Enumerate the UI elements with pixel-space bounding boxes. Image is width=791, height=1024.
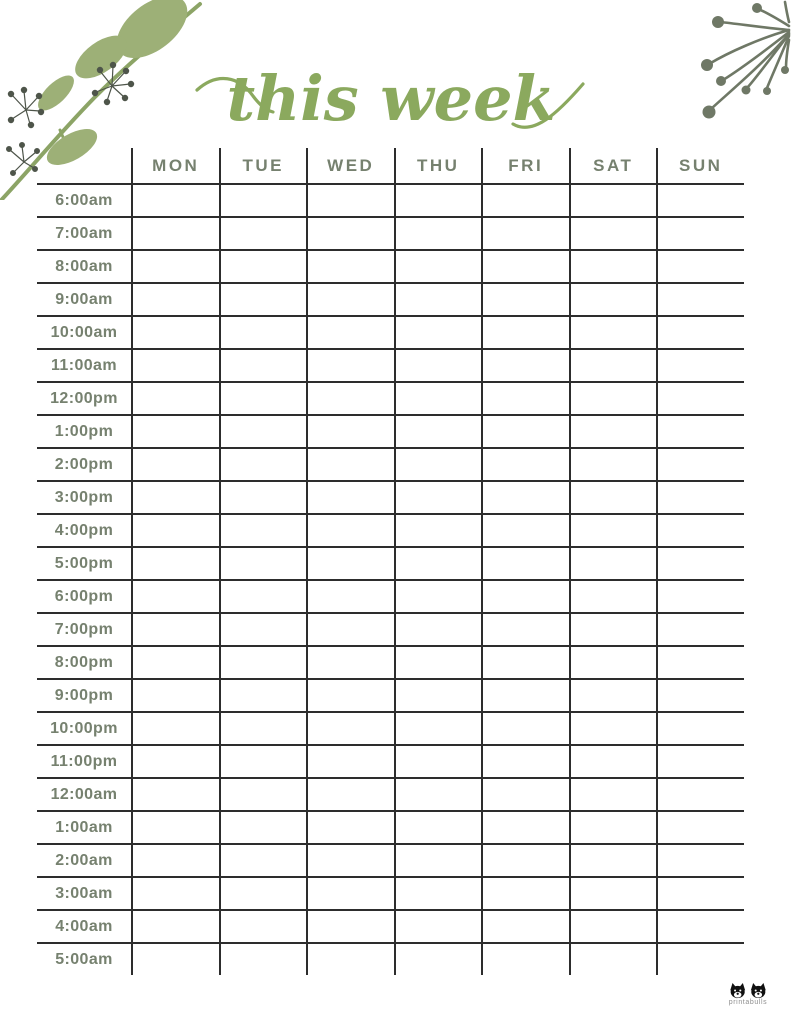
schedule-cell-thu-1200am[interactable]: [394, 777, 482, 810]
schedule-cell-mon-400am[interactable]: [131, 909, 219, 942]
time-label-900pm: 9:00pm: [37, 678, 131, 711]
schedule-cell-thu-600pm[interactable]: [394, 579, 482, 612]
schedule-cell-mon-900am[interactable]: [131, 282, 219, 315]
schedule-cell-sun-600am[interactable]: [656, 183, 744, 216]
schedule-cell-sun-600pm[interactable]: [656, 579, 744, 612]
schedule-cell-tue-400pm[interactable]: [219, 513, 307, 546]
schedule-cell-mon-900pm[interactable]: [131, 678, 219, 711]
schedule-cell-sun-900pm[interactable]: [656, 678, 744, 711]
schedule-cell-thu-300am[interactable]: [394, 876, 482, 909]
schedule-cell-tue-1000pm[interactable]: [219, 711, 307, 744]
schedule-cell-tue-400am[interactable]: [219, 909, 307, 942]
page-title: [195, 28, 587, 150]
schedule-cell-wed-900am[interactable]: [306, 282, 394, 315]
schedule-cell-thu-200pm[interactable]: [394, 447, 482, 480]
time-label-600pm: 6:00pm: [37, 579, 131, 612]
schedule-cell-mon-1100pm[interactable]: [131, 744, 219, 777]
schedule-cell-tue-600am[interactable]: [219, 183, 307, 216]
schedule-cell-tue-1100pm[interactable]: [219, 744, 307, 777]
bulldog-icon: [729, 983, 767, 998]
schedule-cell-thu-300pm[interactable]: [394, 480, 482, 513]
schedule-cell-mon-1000am[interactable]: [131, 315, 219, 348]
schedule-cell-fri-300am[interactable]: [481, 876, 569, 909]
schedule-cell-fri-700pm[interactable]: [481, 612, 569, 645]
schedule-cell-sun-1000am[interactable]: [656, 315, 744, 348]
schedule-cell-sat-400am[interactable]: [569, 909, 657, 942]
schedule-cell-sat-400pm[interactable]: [569, 513, 657, 546]
schedule-cell-wed-200pm[interactable]: [306, 447, 394, 480]
schedule-cell-fri-500am[interactable]: [481, 942, 569, 975]
schedule-cell-wed-1100pm[interactable]: [306, 744, 394, 777]
day-header-tue: TUE: [219, 148, 307, 183]
schedule-cell-mon-600am[interactable]: [131, 183, 219, 216]
schedule-cell-mon-700am[interactable]: [131, 216, 219, 249]
schedule-cell-thu-500pm[interactable]: [394, 546, 482, 579]
schedule-cell-tue-600pm[interactable]: [219, 579, 307, 612]
schedule-cell-thu-400pm[interactable]: [394, 513, 482, 546]
schedule-cell-sat-1200am[interactable]: [569, 777, 657, 810]
schedule-cell-thu-1200pm[interactable]: [394, 381, 482, 414]
schedule-cell-fri-900am[interactable]: [481, 282, 569, 315]
schedule-cell-mon-300am[interactable]: [131, 876, 219, 909]
schedule-cell-sat-1000pm[interactable]: [569, 711, 657, 744]
weekly-planner-grid: [37, 148, 744, 975]
schedule-cell-fri-100pm[interactable]: [481, 414, 569, 447]
schedule-cell-wed-100am[interactable]: [306, 810, 394, 843]
schedule-cell-fri-800pm[interactable]: [481, 645, 569, 678]
schedule-cell-mon-200pm[interactable]: [131, 447, 219, 480]
schedule-cell-mon-600pm[interactable]: [131, 579, 219, 612]
schedule-cell-wed-600am[interactable]: [306, 183, 394, 216]
schedule-cell-sun-700am[interactable]: [656, 216, 744, 249]
schedule-cell-fri-300pm[interactable]: [481, 480, 569, 513]
schedule-cell-thu-400am[interactable]: [394, 909, 482, 942]
schedule-cell-sat-500pm[interactable]: [569, 546, 657, 579]
schedule-cell-tue-1100am[interactable]: [219, 348, 307, 381]
schedule-cell-tue-800pm[interactable]: [219, 645, 307, 678]
schedule-cell-wed-800pm[interactable]: [306, 645, 394, 678]
schedule-cell-tue-200pm[interactable]: [219, 447, 307, 480]
schedule-cell-sun-200am[interactable]: [656, 843, 744, 876]
schedule-cell-tue-300am[interactable]: [219, 876, 307, 909]
berry-spray-decoration: [621, 0, 791, 150]
schedule-cell-fri-1200pm[interactable]: [481, 381, 569, 414]
time-label-1200am: 12:00am: [37, 777, 131, 810]
schedule-cell-fri-800am[interactable]: [481, 249, 569, 282]
schedule-cell-tue-900pm[interactable]: [219, 678, 307, 711]
schedule-cell-sat-100pm[interactable]: [569, 414, 657, 447]
schedule-cell-sun-1000pm[interactable]: [656, 711, 744, 744]
schedule-cell-thu-600am[interactable]: [394, 183, 482, 216]
time-label-1200pm: 12:00pm: [37, 381, 131, 414]
schedule-cell-wed-1100am[interactable]: [306, 348, 394, 381]
schedule-cell-tue-900am[interactable]: [219, 282, 307, 315]
schedule-cell-sun-800pm[interactable]: [656, 645, 744, 678]
time-label-500pm: 5:00pm: [37, 546, 131, 579]
schedule-cell-sat-700am[interactable]: [569, 216, 657, 249]
time-label-700am: 7:00am: [37, 216, 131, 249]
schedule-cell-mon-400pm[interactable]: [131, 513, 219, 546]
schedule-cell-tue-100pm[interactable]: [219, 414, 307, 447]
schedule-cell-wed-500pm[interactable]: [306, 546, 394, 579]
schedule-cell-fri-900pm[interactable]: [481, 678, 569, 711]
schedule-cell-mon-1200pm[interactable]: [131, 381, 219, 414]
time-label-400am: 4:00am: [37, 909, 131, 942]
time-label-100pm: 1:00pm: [37, 414, 131, 447]
schedule-cell-thu-100pm[interactable]: [394, 414, 482, 447]
schedule-cell-sat-1200pm[interactable]: [569, 381, 657, 414]
schedule-cell-fri-100am[interactable]: [481, 810, 569, 843]
schedule-cell-sun-200pm[interactable]: [656, 447, 744, 480]
schedule-cell-wed-1200am[interactable]: [306, 777, 394, 810]
schedule-cell-mon-500am[interactable]: [131, 942, 219, 975]
schedule-cell-thu-700pm[interactable]: [394, 612, 482, 645]
schedule-cell-mon-200am[interactable]: [131, 843, 219, 876]
schedule-cell-wed-700am[interactable]: [306, 216, 394, 249]
schedule-cell-fri-1100am[interactable]: [481, 348, 569, 381]
schedule-cell-mon-700pm[interactable]: [131, 612, 219, 645]
schedule-cell-mon-300pm[interactable]: [131, 480, 219, 513]
schedule-cell-sat-800pm[interactable]: [569, 645, 657, 678]
time-label-800am: 8:00am: [37, 249, 131, 282]
printabulls-logo: [724, 983, 772, 1006]
grid-corner: [37, 148, 131, 183]
schedule-cell-sun-500pm[interactable]: [656, 546, 744, 579]
schedule-cell-sun-1200pm[interactable]: [656, 381, 744, 414]
schedule-cell-mon-1200am[interactable]: [131, 777, 219, 810]
schedule-cell-fri-1200am[interactable]: [481, 777, 569, 810]
schedule-cell-sat-800am[interactable]: [569, 249, 657, 282]
schedule-cell-wed-400am[interactable]: [306, 909, 394, 942]
schedule-cell-sat-600am[interactable]: [569, 183, 657, 216]
schedule-cell-sun-100pm[interactable]: [656, 414, 744, 447]
time-label-300am: 3:00am: [37, 876, 131, 909]
schedule-cell-sat-600pm[interactable]: [569, 579, 657, 612]
schedule-cell-wed-500am[interactable]: [306, 942, 394, 975]
schedule-cell-wed-400pm[interactable]: [306, 513, 394, 546]
schedule-cell-wed-900pm[interactable]: [306, 678, 394, 711]
time-label-1000pm: 10:00pm: [37, 711, 131, 744]
schedule-cell-thu-1100am[interactable]: [394, 348, 482, 381]
time-label-700pm: 7:00pm: [37, 612, 131, 645]
schedule-cell-fri-200pm[interactable]: [481, 447, 569, 480]
schedule-cell-tue-200am[interactable]: [219, 843, 307, 876]
schedule-cell-sun-300am[interactable]: [656, 876, 744, 909]
schedule-cell-tue-1000am[interactable]: [219, 315, 307, 348]
schedule-cell-sat-300am[interactable]: [569, 876, 657, 909]
schedule-cell-sat-1100pm[interactable]: [569, 744, 657, 777]
schedule-cell-thu-900am[interactable]: [394, 282, 482, 315]
schedule-cell-wed-200am[interactable]: [306, 843, 394, 876]
schedule-cell-wed-1200pm[interactable]: [306, 381, 394, 414]
day-header-thu: THU: [394, 148, 482, 183]
schedule-cell-thu-1100pm[interactable]: [394, 744, 482, 777]
schedule-cell-thu-900pm[interactable]: [394, 678, 482, 711]
time-label-1100am: 11:00am: [37, 348, 131, 381]
schedule-cell-mon-100am[interactable]: [131, 810, 219, 843]
schedule-cell-sun-1100pm[interactable]: [656, 744, 744, 777]
schedule-cell-wed-700pm[interactable]: [306, 612, 394, 645]
time-label-400pm: 4:00pm: [37, 513, 131, 546]
schedule-cell-mon-100pm[interactable]: [131, 414, 219, 447]
time-label-800pm: 8:00pm: [37, 645, 131, 678]
schedule-cell-mon-1100am[interactable]: [131, 348, 219, 381]
schedule-cell-sat-300pm[interactable]: [569, 480, 657, 513]
schedule-cell-mon-500pm[interactable]: [131, 546, 219, 579]
time-label-1000am: 10:00am: [37, 315, 131, 348]
schedule-cell-thu-800am[interactable]: [394, 249, 482, 282]
brand-name: printabulls: [728, 999, 768, 1006]
time-label-100am: 1:00am: [37, 810, 131, 843]
schedule-cell-tue-800am[interactable]: [219, 249, 307, 282]
schedule-cell-tue-700am[interactable]: [219, 216, 307, 249]
time-label-500am: 5:00am: [37, 942, 131, 975]
schedule-cell-sun-800am[interactable]: [656, 249, 744, 282]
schedule-cell-sat-200pm[interactable]: [569, 447, 657, 480]
schedule-cell-wed-600pm[interactable]: [306, 579, 394, 612]
schedule-cell-tue-100am[interactable]: [219, 810, 307, 843]
schedule-cell-tue-500pm[interactable]: [219, 546, 307, 579]
schedule-cell-tue-700pm[interactable]: [219, 612, 307, 645]
schedule-cell-thu-100am[interactable]: [394, 810, 482, 843]
schedule-cell-sun-300pm[interactable]: [656, 480, 744, 513]
schedule-cell-fri-400pm[interactable]: [481, 513, 569, 546]
schedule-cell-mon-800pm[interactable]: [131, 645, 219, 678]
schedule-cell-sat-700pm[interactable]: [569, 612, 657, 645]
schedule-cell-mon-1000pm[interactable]: [131, 711, 219, 744]
schedule-cell-wed-800am[interactable]: [306, 249, 394, 282]
time-label-600am: 6:00am: [37, 183, 131, 216]
schedule-cell-thu-1000am[interactable]: [394, 315, 482, 348]
schedule-cell-fri-1100pm[interactable]: [481, 744, 569, 777]
schedule-cell-thu-500am[interactable]: [394, 942, 482, 975]
schedule-cell-wed-100pm[interactable]: [306, 414, 394, 447]
time-label-300pm: 3:00pm: [37, 480, 131, 513]
schedule-cell-thu-800pm[interactable]: [394, 645, 482, 678]
schedule-cell-thu-200am[interactable]: [394, 843, 482, 876]
schedule-cell-fri-600am[interactable]: [481, 183, 569, 216]
schedule-cell-sun-100am[interactable]: [656, 810, 744, 843]
day-header-wed: WED: [306, 148, 394, 183]
schedule-cell-sat-100am[interactable]: [569, 810, 657, 843]
schedule-cell-fri-500pm[interactable]: [481, 546, 569, 579]
schedule-cell-sun-1200am[interactable]: [656, 777, 744, 810]
schedule-cell-sat-200am[interactable]: [569, 843, 657, 876]
schedule-cell-wed-300am[interactable]: [306, 876, 394, 909]
schedule-cell-fri-1000am[interactable]: [481, 315, 569, 348]
schedule-cell-tue-1200am[interactable]: [219, 777, 307, 810]
schedule-cell-tue-1200pm[interactable]: [219, 381, 307, 414]
schedule-cell-sun-700pm[interactable]: [656, 612, 744, 645]
schedule-cell-thu-1000pm[interactable]: [394, 711, 482, 744]
schedule-cell-fri-400am[interactable]: [481, 909, 569, 942]
schedule-cell-wed-1000pm[interactable]: [306, 711, 394, 744]
schedule-cell-sun-400am[interactable]: [656, 909, 744, 942]
time-label-200am: 2:00am: [37, 843, 131, 876]
schedule-cell-thu-700am[interactable]: [394, 216, 482, 249]
day-header-sun: SUN: [656, 148, 744, 183]
schedule-cell-sat-900am[interactable]: [569, 282, 657, 315]
time-label-900am: 9:00am: [37, 282, 131, 315]
schedule-cell-sat-1100am[interactable]: [569, 348, 657, 381]
schedule-cell-tue-500am[interactable]: [219, 942, 307, 975]
time-label-200pm: 2:00pm: [37, 447, 131, 480]
day-header-sat: SAT: [569, 148, 657, 183]
schedule-cell-sun-1100am[interactable]: [656, 348, 744, 381]
schedule-cell-sat-1000am[interactable]: [569, 315, 657, 348]
time-label-1100pm: 11:00pm: [37, 744, 131, 777]
title-script-text: this week: [226, 62, 556, 135]
schedule-cell-sat-900pm[interactable]: [569, 678, 657, 711]
schedule-cell-sun-400pm[interactable]: [656, 513, 744, 546]
schedule-cell-fri-600pm[interactable]: [481, 579, 569, 612]
schedule-cell-wed-1000am[interactable]: [306, 315, 394, 348]
schedule-cell-sun-900am[interactable]: [656, 282, 744, 315]
day-header-fri: FRI: [481, 148, 569, 183]
schedule-cell-fri-700am[interactable]: [481, 216, 569, 249]
schedule-cell-tue-300pm[interactable]: [219, 480, 307, 513]
schedule-cell-mon-800am[interactable]: [131, 249, 219, 282]
day-header-mon: MON: [131, 148, 219, 183]
schedule-cell-fri-1000pm[interactable]: [481, 711, 569, 744]
schedule-cell-sun-500am[interactable]: [656, 942, 744, 975]
schedule-cell-fri-200am[interactable]: [481, 843, 569, 876]
schedule-cell-wed-300pm[interactable]: [306, 480, 394, 513]
schedule-cell-sat-500am[interactable]: [569, 942, 657, 975]
